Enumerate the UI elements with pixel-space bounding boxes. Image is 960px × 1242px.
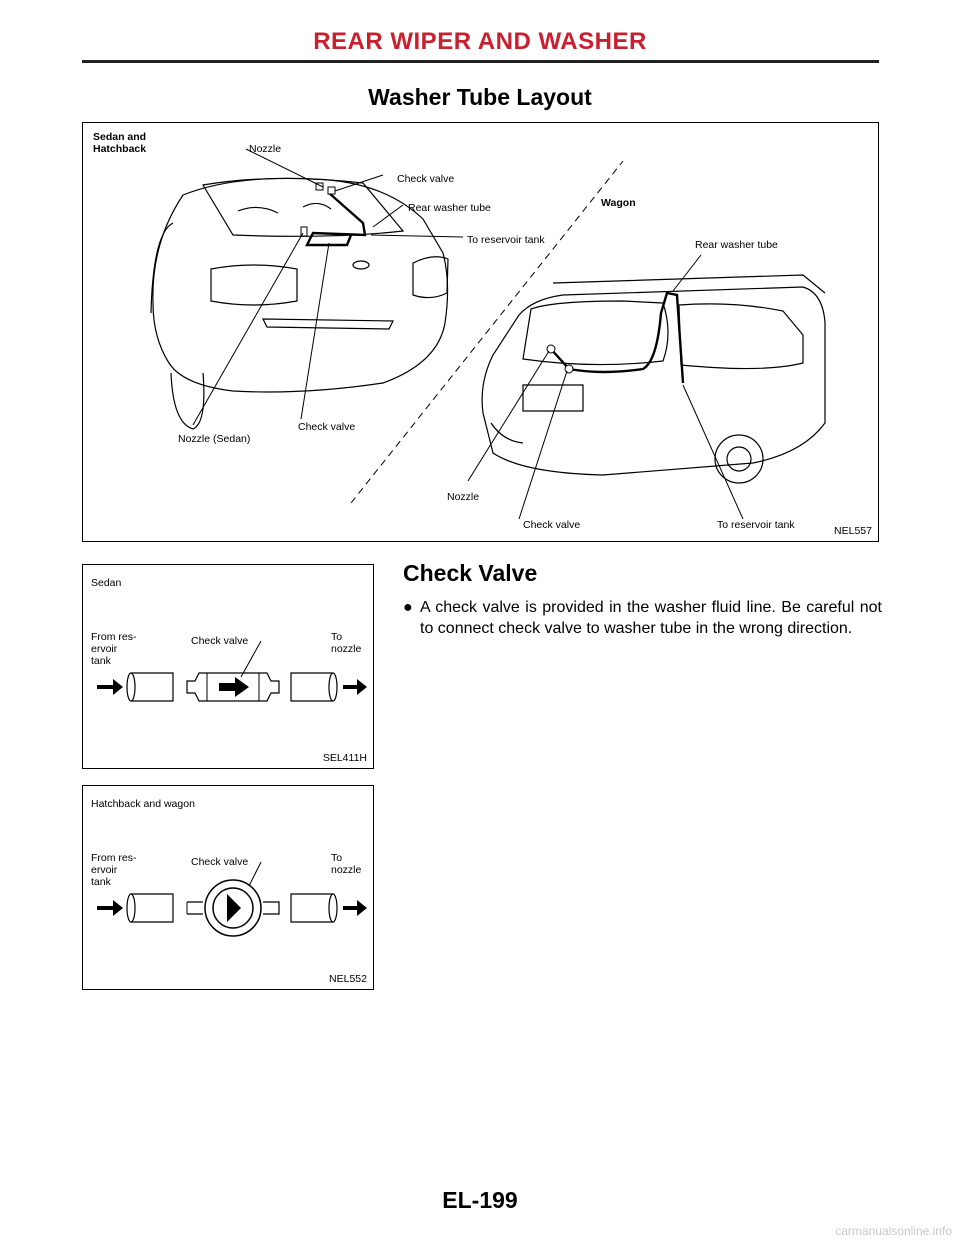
check-valve-text: A check valve is provided in the washer fluid line. Be careful not to connect check valve to washer tube in the wrong direction.: [420, 599, 882, 637]
sedan-title: Sedan: [91, 577, 122, 589]
check-valve-mid-label: Check valve: [298, 421, 356, 433]
figure-id: NEL557: [834, 525, 872, 537]
wagon-car-illustration: [482, 275, 825, 483]
hatchback-wagon-check-valve-figure: [82, 785, 374, 990]
wagon-label: Wagon: [601, 197, 636, 209]
wagon-nozzle-label: Nozzle: [447, 491, 480, 503]
washer-tube-layout-drawing: [83, 123, 880, 543]
check-valve-label: Check valve: [397, 173, 455, 185]
page-header-title: REAR WIPER AND WASHER: [313, 28, 647, 55]
sedan-check-valve-figure: [82, 564, 374, 769]
from-reservoir-label: From res- ervoir tank: [91, 852, 137, 888]
wagon-check-valve-label: Check valve: [523, 519, 581, 531]
page-code: EL-199: [442, 1187, 518, 1213]
washer-tube-layout-figure: [82, 122, 879, 542]
sedan-hatchback-car-illustration: [151, 178, 448, 429]
sedan-check-valve-drawing: [83, 565, 375, 770]
hatchback-wagon-title: Hatchback and wagon: [91, 798, 195, 810]
to-nozzle-label: To nozzle: [331, 852, 362, 876]
watermark: carmanualsonline.info: [835, 1224, 952, 1238]
header-divider: [82, 60, 879, 63]
sedan-hatchback-label: Sedan and Hatchback: [93, 131, 147, 155]
bullet-icon: ●: [403, 599, 413, 616]
figure-id: SEL411H: [322, 752, 367, 764]
to-reservoir-tank-label: To reservoir tank: [467, 234, 545, 246]
figure-id: NEL552: [329, 973, 367, 985]
nozzle-sedan-label: Nozzle (Sedan): [178, 433, 251, 445]
rear-washer-tube-label: Rear washer tube: [408, 202, 491, 214]
check-valve-heading: Check Valve: [403, 560, 538, 586]
from-reservoir-label: From res- ervoir tank: [91, 631, 137, 667]
hatchback-wagon-check-valve-drawing: [83, 786, 375, 991]
to-nozzle-label: To nozzle: [331, 631, 362, 655]
wagon-to-reservoir-label: To reservoir tank: [717, 519, 795, 531]
wagon-rear-washer-tube-label: Rear washer tube: [695, 239, 778, 251]
nozzle-label: Nozzle: [249, 143, 282, 155]
check-valve-label: Check valve: [191, 856, 249, 868]
section-title: Washer Tube Layout: [368, 84, 592, 110]
check-valve-label: Check valve: [191, 635, 249, 647]
